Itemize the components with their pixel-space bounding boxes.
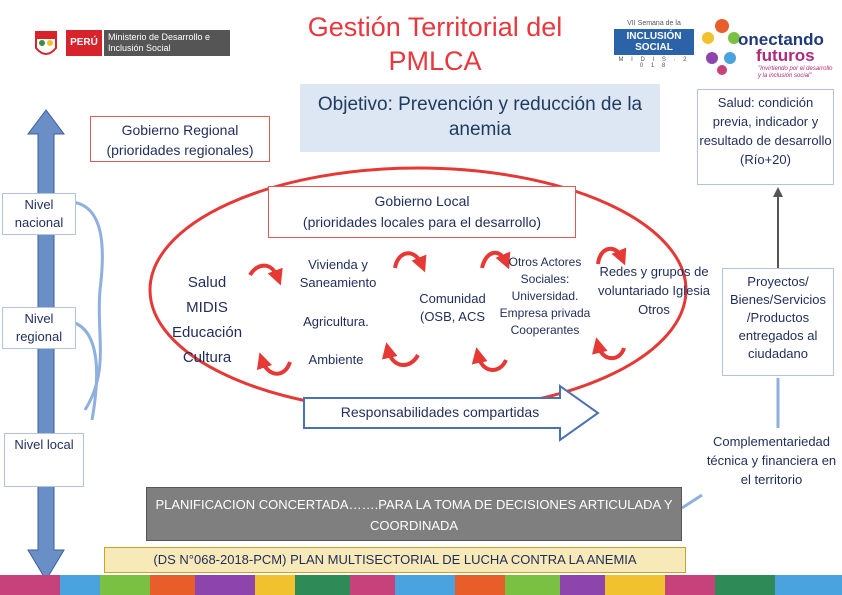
level-national: Nivel nacional: [2, 193, 76, 235]
sector-salud: Salud: [187, 274, 227, 291]
page-title: Gestión Territorial del PMLCA: [307, 12, 563, 76]
peru-coat-of-arms-icon: [30, 26, 62, 62]
health-condition-box: Salud: condición previa, indicador y resultado de desarrollo (Río+20): [697, 89, 834, 185]
conectando-wordmark: [738, 32, 824, 64]
curved-arrow-2-bottom: [388, 350, 418, 365]
products-box: Proyectos/ Bienes/Servicios /Productos entregados al ciudadano: [722, 268, 834, 376]
sector-group-social: [172, 270, 242, 370]
curved-arrow-3-bottom: [478, 355, 506, 370]
semana-top-label: VII Semana de la: [627, 20, 681, 27]
planning-box: PLANIFICACION CONCERTADA…….PARA LA TOMA DE DECISIONES ARTICULADA Y COORDINADA: [146, 487, 682, 541]
local-government-box: [268, 186, 576, 238]
sector-midis: MIDIS: [186, 299, 228, 316]
conectando-word: onectando: [738, 30, 824, 49]
conectando-futuros-logo: [702, 14, 832, 78]
peru-label: PERÚ: [66, 30, 102, 56]
level-local: Nivel local: [4, 433, 84, 487]
semana-inclusion-logo: [614, 20, 694, 69]
semana-year-label: M I D I S · 2 0 1 8: [618, 57, 690, 69]
curved-arrow-2-top: [395, 253, 422, 268]
level-regional: Nivel regional: [2, 307, 76, 349]
arrow-plan-to-comp: [682, 495, 702, 508]
objective-box: Objetivo: Prevención y reducción de la anemia: [300, 84, 660, 152]
semana-main-label: INCLUSIÓN SOCIAL: [614, 29, 694, 55]
sector-agricultura: Agricultura.: [303, 314, 369, 329]
ministry-label: Ministerio de Desarrollo e Inclusión Social: [104, 30, 230, 56]
futuros-word: futuros: [756, 46, 815, 65]
curved-arrow-4-bottom: [598, 345, 624, 358]
complementarity-text: Complementariedad técnica y financiera en el territorio: [706, 434, 837, 487]
sector-cultura: Cultura: [182, 349, 232, 366]
local-development-label: para el desarrollo): [424, 214, 542, 230]
local-government-title: Gobierno Local: [374, 193, 470, 209]
bottom-stripe: [0, 575, 842, 595]
local-priorities-label: (prioridades locales: [302, 214, 425, 230]
community-group: Comunidad (OSB, ACS: [419, 291, 486, 324]
sector-ambiente: Ambiente: [308, 352, 364, 367]
sector-educacion: Educación: [172, 324, 243, 341]
sector-vivienda: Vivienda y Saneamiento: [299, 257, 377, 290]
volunteer-networks-group: Redes y grupos de voluntariado Iglesia Otros: [597, 264, 711, 317]
regional-government-box: Gobierno Regional (prioridades regionales): [90, 116, 270, 162]
conectando-slogan: "Invirtiendo por el desarrollo y la inclusión social": [758, 66, 833, 79]
people-circle-icon: [702, 14, 742, 76]
other-actors-group: Otros Actores Sociales: Universidad. Empresa privada Cooperantes: [499, 255, 591, 337]
curved-arrow-1-top: [250, 266, 278, 278]
shared-responsibilities-label: Responsabilidades compartidas: [340, 404, 540, 420]
peru-ministry-logo: [30, 26, 230, 70]
decree-box: (DS N°068-2018-PCM) PLAN MULTISECTORIAL DE LUCHA CONTRA LA ANEMIA: [104, 547, 686, 573]
